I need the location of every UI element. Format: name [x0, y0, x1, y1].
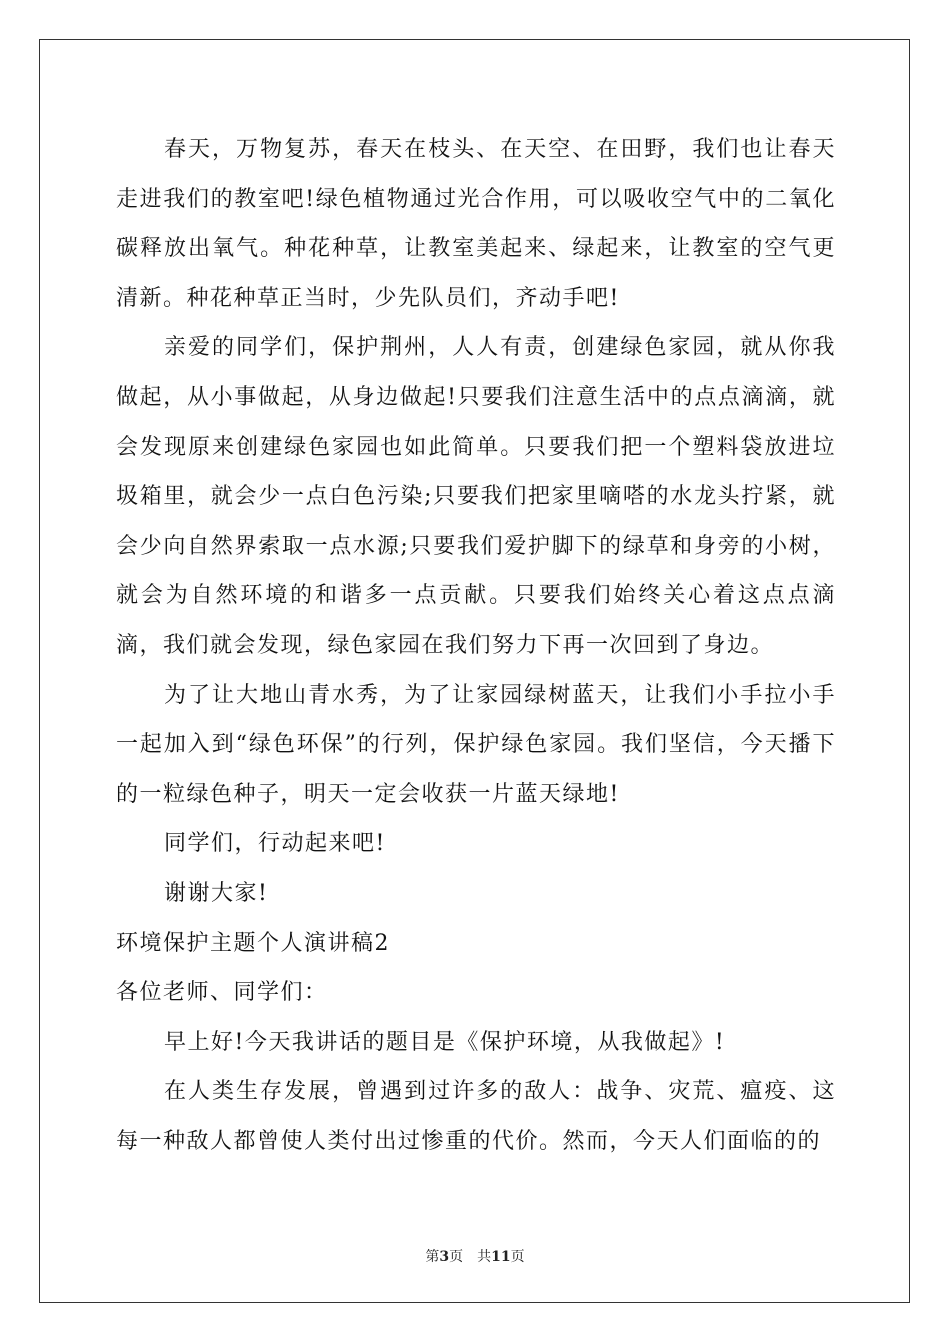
- footer-prefix: 第: [425, 1249, 440, 1265]
- section-title: 环境保护主题个人演讲稿2: [116, 930, 390, 956]
- footer-page-suffix: 页: [449, 1249, 464, 1265]
- footer-total-prefix: 共: [477, 1249, 492, 1265]
- paragraph-call-to-action: 同学们，行动起来吧!: [164, 831, 386, 857]
- paragraph-green-seeds: 为了让大地山青水秀，为了让家园绿树蓝天，让我们小手拉小手一起加入到“绿色环保”的行列，保护绿色家园。我们坚信，今天播下的一粒绿色种子，明天一定会收获一片蓝天绿地!: [116, 682, 836, 807]
- paragraph-protect-jingzhou: 亲爱的同学们，保护荆州，人人有责，创建绿色家园，就从你我做起，从小事做起，从身边做起!只要我们注意生活中的点点滴滴，就会发现原来创建绿色家园也如此简单。只要我们把一个塑料袋放进垃圾箱里，就会少一点白色污染;只要我们把家里嘀嗒的水龙头拧紧，就会少向自然界索取一点水源;只要我们爱护脚下的绿草和身旁的小树，就会为自然环境的和谐多一点贡献。只要我们始终关心着这点点滴滴，我们就会发现，绿色家园在我们努力下再一次回到了身边。: [116, 335, 836, 658]
- paragraph-greeting-topic: 早上好!今天我讲话的题目是《保护环境，从我做起》!: [164, 1029, 726, 1055]
- document-body: [116, 125, 836, 1166]
- page-footer: [0, 1248, 950, 1266]
- salutation: 各位老师、同学们：: [116, 980, 328, 1006]
- footer-total-suffix: 页: [510, 1249, 525, 1265]
- footer-page-number: 3: [439, 1249, 450, 1265]
- footer-total-pages: 11: [491, 1249, 511, 1265]
- paragraph-thanks: 谢谢大家!: [164, 880, 269, 906]
- paragraph-human-enemies: 在人类生存发展，曾遇到过许多的敌人：战争、灾荒、瘟疫、这每一种敌人都曾使人类付出过惨重的代价。然而，今天人们面临的的: [116, 1079, 836, 1154]
- paragraph-spring-classroom: 春天，万物复苏，春天在枝头、在天空、在田野，我们也让春天走进我们的教室吧!绿色植物通过光合作用，可以吸收空气中的二氧化碳释放出氧气。种花种草，让教室美起来、绿起来，让教室的空气更清新。种花种草正当时，少先队员们，齐动手吧!: [116, 137, 836, 311]
